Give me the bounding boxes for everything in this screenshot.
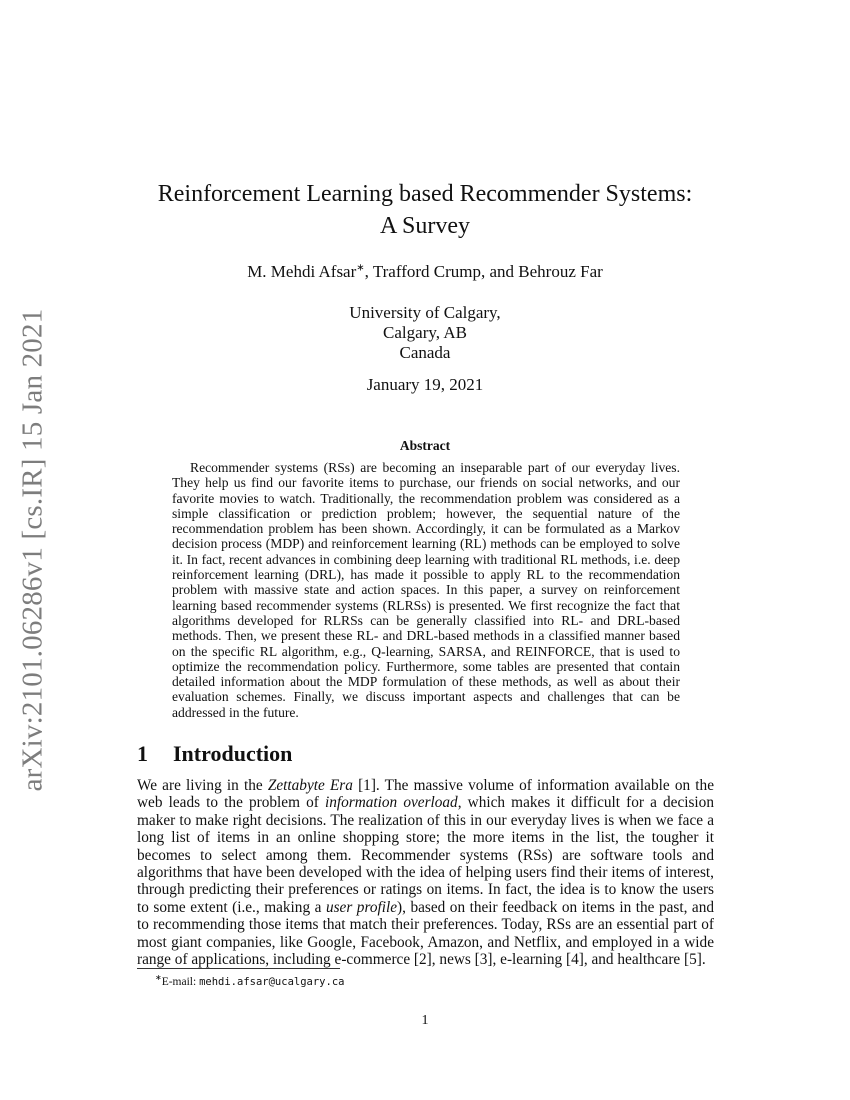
intro-emphasis: Zettabyte Era: [267, 777, 353, 794]
affiliation-line-1: University of Calgary,: [349, 303, 501, 322]
affiliation-line-3: Canada: [399, 343, 451, 362]
footnote-divider: [137, 968, 340, 969]
intro-text-part: , which makes it difficult for a decision maker to make right decisions. The realization of this in our everyday lives is when we face a long list of items in an online shopping store; the more items in the list, the tougher it becomes to select among them. Recommender systems (RSs) are software tools and algorithms that have been developed with the idea of helping users find their items of interest, through predicting their preferences or ratings on items. In fact, the idea is to know the users to some extent (i.e., making a: [137, 794, 714, 916]
author-first: M. Mehdi Afsar: [247, 262, 357, 281]
affiliation: [100, 303, 750, 363]
intro-text-part: We are living in the: [137, 777, 268, 794]
title-line-2: A Survey: [380, 213, 470, 239]
abstract-heading: Abstract: [399, 438, 451, 453]
introduction-paragraph: [137, 777, 714, 968]
section-title: Introduction: [173, 741, 293, 766]
intro-text-part: ), based on their feedback on items in the past, and to recommending those items that match their preferences. Today, RSs are an essential part of most giant companies, like Google, Facebook, Amazon, and Netflix, and employed in a wide range of applications, including e-commerce [2], news [3], e-learning [4], and healthcare [5].: [137, 898, 715, 969]
publication-date: January 19, 2021: [366, 375, 484, 394]
author-footnote-marker: ∗: [356, 262, 365, 274]
footnote-marker: ∗: [155, 973, 162, 982]
section-number: 1: [137, 741, 148, 766]
intro-emphasis: user profile: [325, 898, 398, 916]
title-line-1: Reinforcement Learning based Recommender Systems:: [157, 181, 693, 207]
author-list: [100, 262, 750, 282]
section-heading-introduction: [137, 741, 292, 767]
intro-text-part: [1]. The massive volume of information available on the web leads to the problem of: [137, 777, 714, 812]
author-others: , Trafford Crump, and Behrouz Far: [364, 262, 603, 281]
footnote-label: E-mail:: [161, 975, 200, 988]
affiliation-line-2: Calgary, AB: [383, 323, 467, 342]
footnote: [155, 973, 344, 988]
abstract-text: Recommender systems (RSs) are becoming an inseparable part of our everyday lives. They help us find our favorite items to purchase, our friends on social networks, and our favorite movies to watch. Traditionally, the recommendation problem was considered as a simple classification or prediction problem; however, the sequential nature of the recommendation problem has been shown. Accordingly, it can be formulated as a Markov decision process (MDP) and reinforcement learning (RL) methods can be employed to solve it. In fact, recent advances in combining deep learning with traditional RL methods, i.e. deep reinforcement learning (DRL), has made it possible to apply RL to the recommendation problem with massive state and action spaces. In this paper, a survey on reinforcement learning based recommender systems (RLRSs) is presented. We first recognize the fact that algorithms developed for RLRSs can be generally classified into RL- and DRL-based methods. Then, we present these RL- and DRL-based methods in a classified manner based on the specific RL algorithm, e.g., Q-learning, SARSA, and REINFORCE, that is used to optimize the recommendation policy. Furthermore, some tables are presented that contain detailed information about the MDP formulation of these methods, as well as about their evaluation schemes. Finally, we discuss important aspects and challenges that can be addressed in the future.: [172, 460, 680, 720]
intro-emphasis: information overload: [324, 794, 458, 812]
footnote-email: mehdi.afsar@ucalgary.ca: [199, 975, 345, 988]
page-number: 1: [421, 1013, 429, 1028]
paper-title: [100, 178, 750, 242]
arxiv-identifier-stamp: arXiv:2101.06286v1 [cs.IR] 15 Jan 2021: [16, 308, 49, 792]
